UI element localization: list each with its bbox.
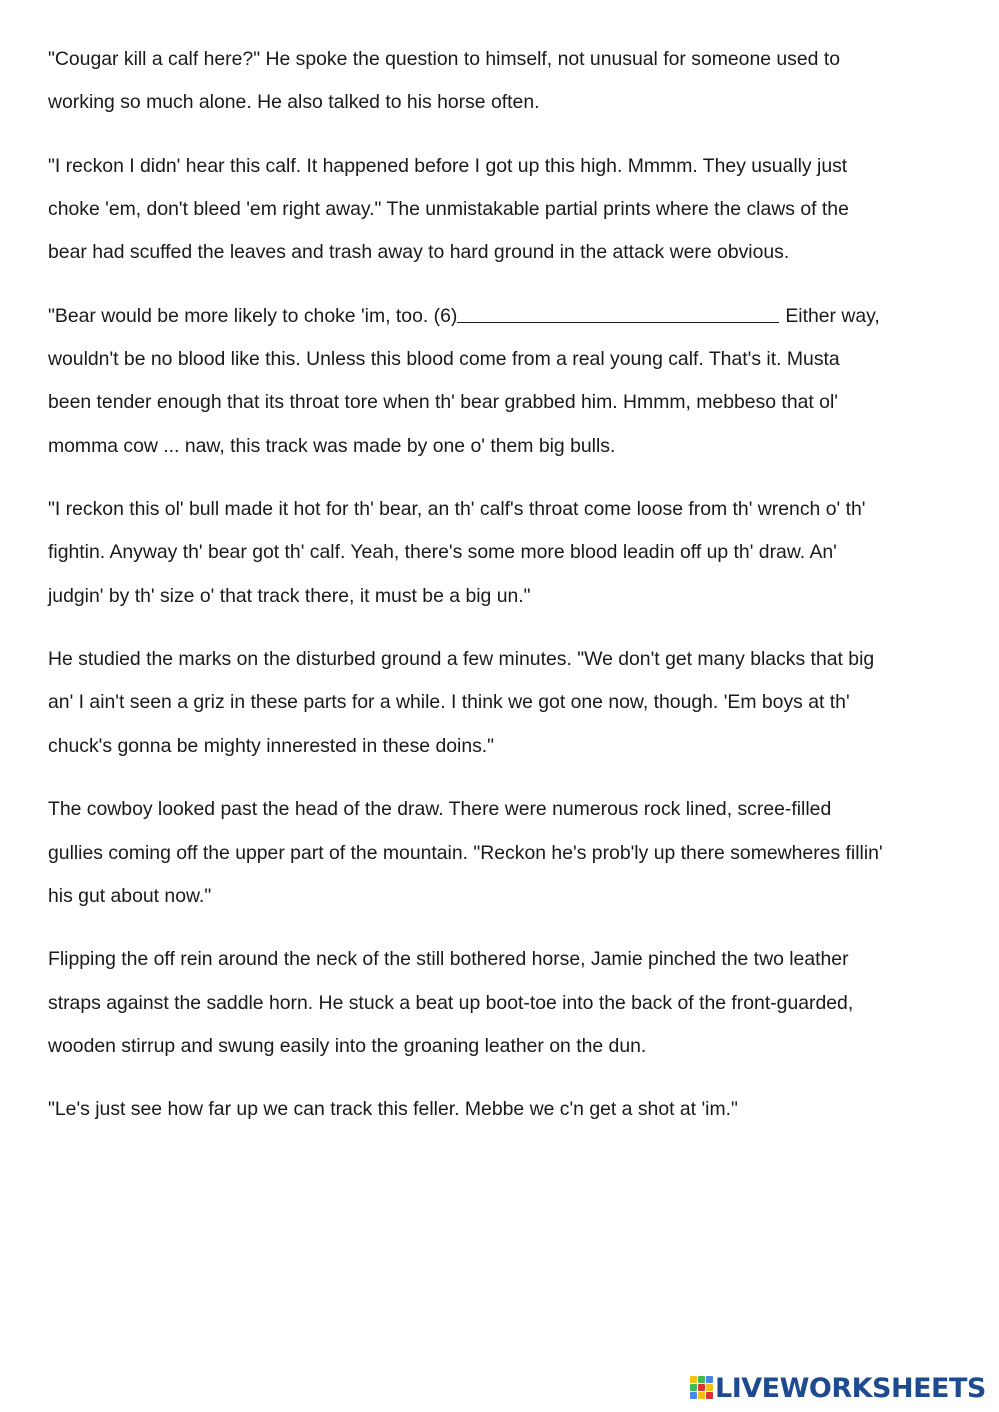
- text-line: The cowboy looked past the head of the draw. There were numerous rock lined, scree-filled: [48, 798, 832, 821]
- text-line: "Cougar kill a calf here?" He spoke the question to himself, not unusual for someone used to: [48, 48, 841, 70]
- paragraph-4: [48, 488, 960, 618]
- logo-wordmark: LIVEWORKSHEETS: [715, 1372, 986, 1404]
- text-line: Flipping the off rein around the neck of the still bothered horse, Jamie pinched the two leather: [48, 948, 849, 971]
- text-line: been tender enough that its throat tore when th' bear grabbed him. Hmmm, mebbeso that ol': [48, 391, 838, 414]
- text-line: fightin. Anyway th' bear got th' calf. Yeah, there's some more blood leadin off up th' draw. An': [48, 541, 837, 564]
- text-line: momma cow ... naw, this track was made by one o' them big bulls.: [48, 434, 616, 457]
- worksheet-page: [48, 38, 960, 1152]
- paragraph-1: [48, 38, 960, 124]
- text-line: working so much alone. He also talked to his horse often.: [48, 91, 540, 114]
- answer-blank-6[interactable]: [457, 302, 779, 323]
- text-line: "Le's just see how far up we can track this feller. Mebbe we c'n get a shot at 'im.": [48, 1098, 738, 1121]
- liveworksheets-logo-icon: [690, 1376, 712, 1400]
- text-line-with-blank: [48, 295, 960, 338]
- text-line: chuck's gonna be mighty innerested in these doins.": [48, 734, 495, 757]
- text-line: choke 'em, don't bleed 'em right away." The unmistakable partial prints where the claws of the: [48, 198, 849, 221]
- paragraph-5: [48, 638, 960, 768]
- blank-prefix-text: "Bear would be more likely to choke 'im, too. (6): [48, 304, 458, 327]
- text-line: judgin' by th' size o' that track there, it must be a big un.": [48, 584, 531, 607]
- paragraph-8: [48, 1088, 960, 1131]
- text-line: "I reckon I didn' hear this calf. It happened before I got up this high. Mmmm. They usually just: [48, 154, 848, 177]
- text-line: wouldn't be no blood like this. Unless this blood come from a real young calf. That's it. Musta: [48, 348, 840, 371]
- paragraph-3: [48, 295, 960, 468]
- text-line: He studied the marks on the disturbed ground a few minutes. "We don't get many blacks that big: [48, 648, 875, 671]
- blank-suffix-text: Either way,: [785, 304, 880, 327]
- text-line: his gut about now.": [48, 884, 212, 907]
- text-line: "I reckon this ol' bull made it hot for th' bear, an th' calf's throat come loose from th' wrench o' th': [48, 498, 866, 521]
- text-line: bear had scuffed the leaves and trash away to hard ground in the attack were obvious.: [48, 241, 790, 264]
- paragraph-6: [48, 788, 960, 918]
- text-line: wooden stirrup and swung easily into the groaning leather on the dun.: [48, 1034, 647, 1057]
- paragraph-7: [48, 938, 960, 1068]
- text-line: straps against the saddle horn. He stuck a beat up boot-toe into the back of the front-guarded,: [48, 991, 854, 1014]
- paragraph-2: [48, 145, 960, 275]
- text-line: gullies coming off the upper part of the mountain. "Reckon he's prob'ly up there somewheres fillin': [48, 841, 883, 864]
- text-line: an' I ain't seen a griz in these parts for a while. I think we got one now, though. 'Em boys at th': [48, 691, 850, 714]
- liveworksheets-logo: [690, 1372, 986, 1404]
